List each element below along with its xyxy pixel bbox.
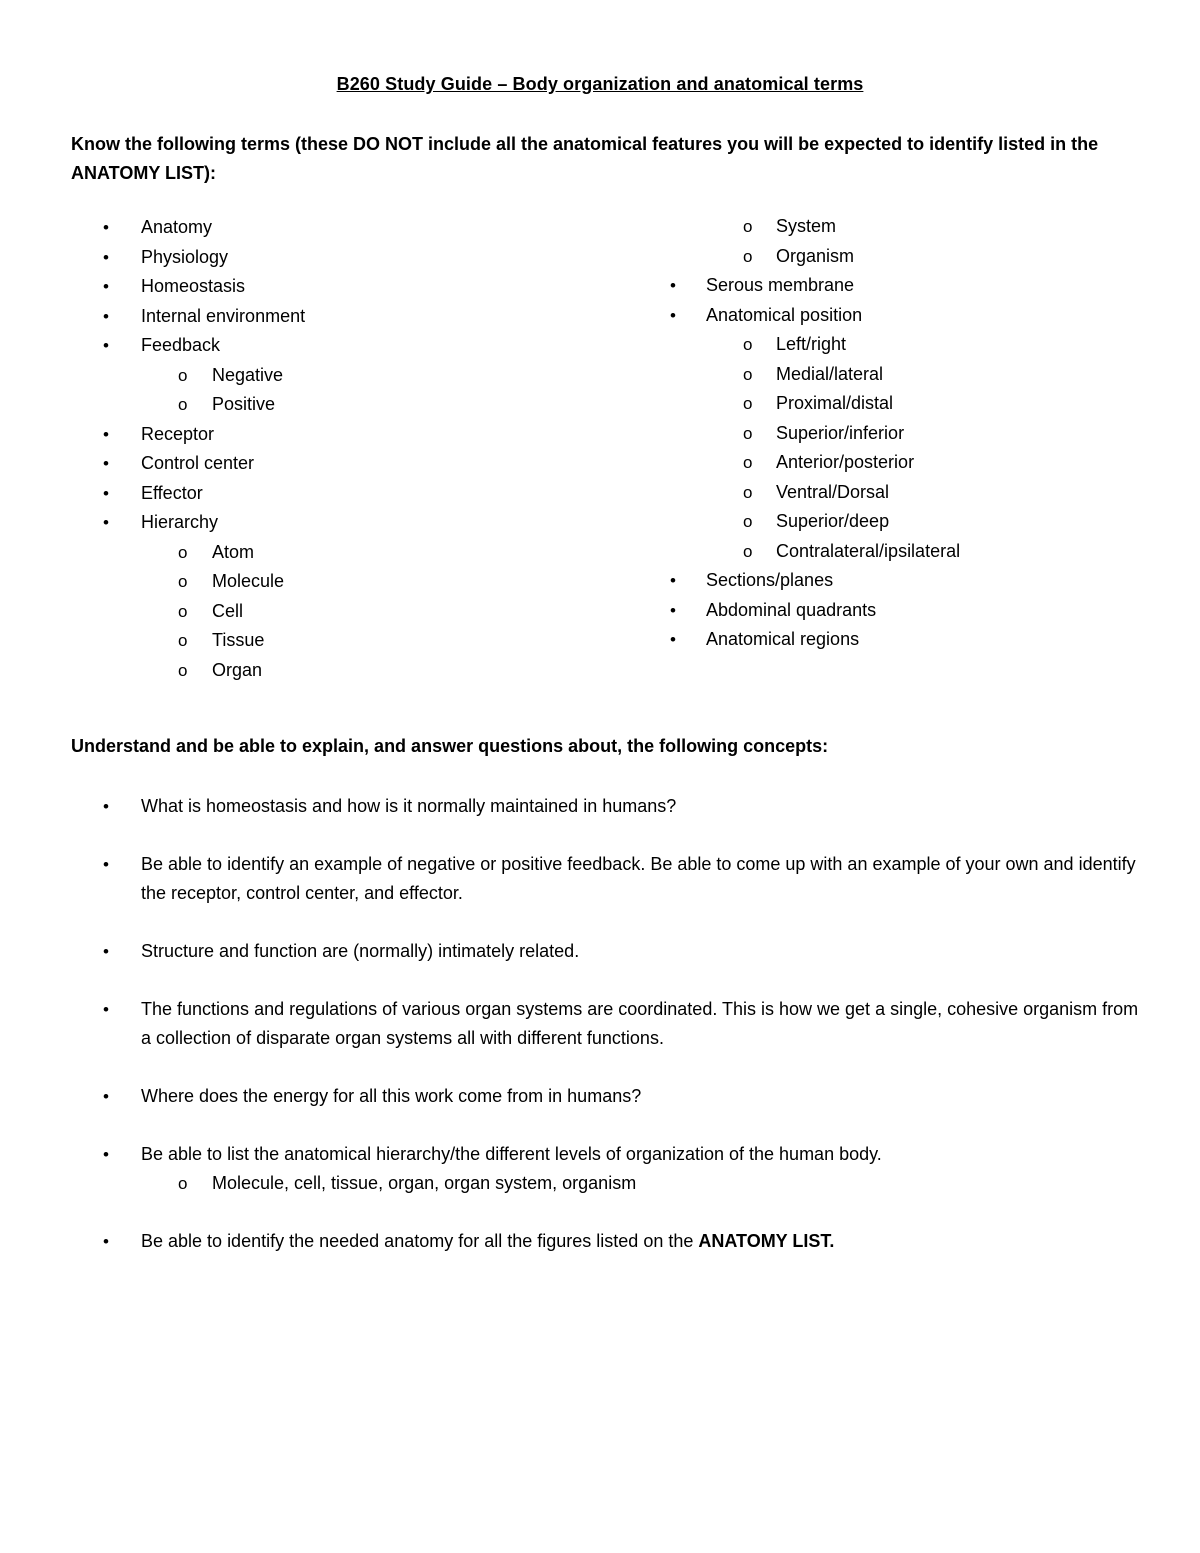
sub-list-item: o Tissue <box>0 626 600 656</box>
sub-list-item: o System <box>0 212 1200 242</box>
anatomy-list-emphasis: ANATOMY LIST. <box>698 1231 835 1251</box>
sub-list-item: o Superior/deep <box>0 507 1200 537</box>
list-item: • Feedback <box>0 331 600 361</box>
sub-list-item: o Contralateral/ipsilateral <box>0 537 1200 567</box>
sub-list-item: o Negative <box>0 361 600 391</box>
list-item: • Abdominal quadrants <box>0 596 1200 626</box>
concept-item: • Where does the energy for all this work come from in humans? <box>0 1082 1200 1111</box>
concepts-list <box>0 792 1200 1285</box>
terms-intro: Know the following terms (these DO NOT include all the anatomical features you will be expected to identify listed in the ANATOMY LIST): <box>71 134 1099 183</box>
concept-item: • Be able to identify an example of negative or positive feedback. Be able to come up with an example of your own and identify the receptor, control center, and effector. <box>0 850 1200 908</box>
list-item: • Serous membrane <box>0 271 1200 301</box>
list-item: • Receptor <box>0 420 600 450</box>
concept-item: • What is homeostasis and how is it normally maintained in humans? <box>0 792 1200 821</box>
sub-list-item: o Superior/inferior <box>0 419 1200 449</box>
sub-list-item: o Anterior/posterior <box>0 448 1200 478</box>
sub-list-item: o Proximal/distal <box>0 389 1200 419</box>
sub-list-item: o Organ <box>0 656 600 686</box>
sub-list-item: o Positive <box>0 390 600 420</box>
list-item: • Internal environment <box>0 302 600 332</box>
concepts-heading: Understand and be able to explain, and answer questions about, the following concepts: <box>71 736 829 756</box>
list-item: • Physiology <box>0 243 600 273</box>
sub-list-item: o Molecule <box>0 567 600 597</box>
sub-list-item: o Left/right <box>0 330 1200 360</box>
concept-text: Be able to identify the needed anatomy for all the figures listed on the <box>141 1231 699 1251</box>
terms-list-right <box>0 212 1200 655</box>
concept-sub-item: o Molecule, cell, tissue, organ, organ system, organism <box>0 1169 1200 1198</box>
sub-list-item: o Cell <box>0 597 600 627</box>
concept-item: • Be able to list the anatomical hierarchy/the different levels of organization of the human body. <box>0 1140 1200 1169</box>
list-item: • Anatomical regions <box>0 625 1200 655</box>
concept-item-anatomy-list <box>0 1227 1200 1256</box>
list-item: • Sections/planes <box>0 566 1200 596</box>
list-item: • Control center <box>0 449 600 479</box>
list-item: • Anatomical position <box>0 301 1200 331</box>
page-title: B260 Study Guide – Body organization and anatomical terms <box>336 74 864 94</box>
sub-list-item: o Atom <box>0 538 600 568</box>
concept-item: • The functions and regulations of various organ systems are coordinated. This is how we get a single, cohesive organism from a collection of disparate organ systems all with different functions. <box>0 995 1200 1053</box>
sub-list-item: o Ventral/Dorsal <box>0 478 1200 508</box>
list-item: • Anatomy <box>0 213 600 243</box>
sub-list-item: o Medial/lateral <box>0 360 1200 390</box>
concept-item: • Structure and function are (normally) intimately related. <box>0 937 1200 966</box>
list-item: • Hierarchy <box>0 508 600 538</box>
list-item: • Homeostasis <box>0 272 600 302</box>
sub-list-item: o Organism <box>0 242 1200 272</box>
list-item: • Effector <box>0 479 600 509</box>
